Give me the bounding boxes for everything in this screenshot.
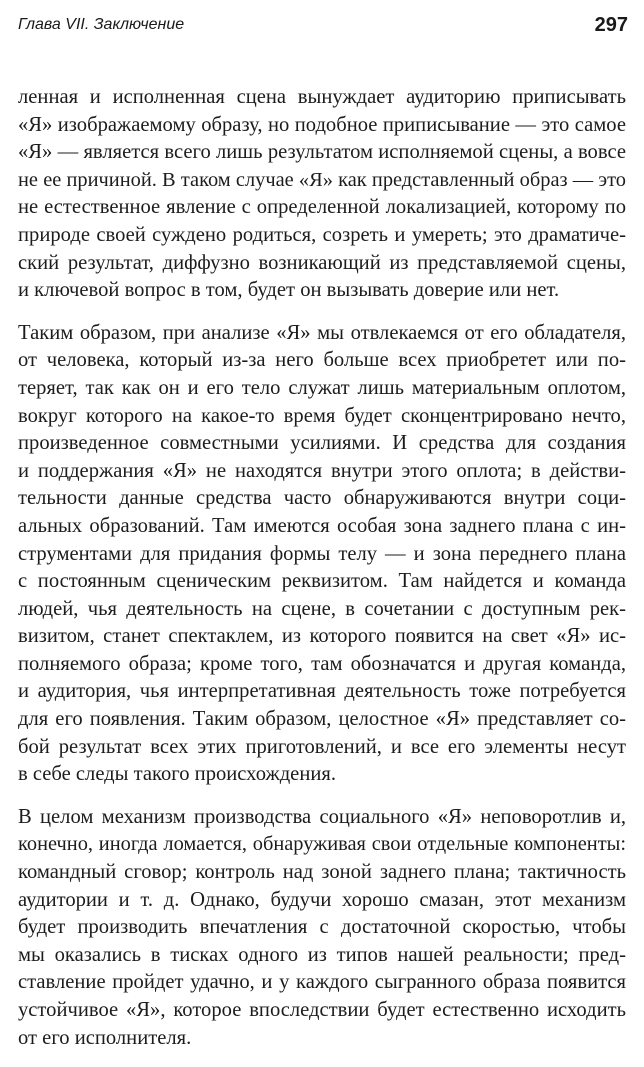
text-line: визитом, станет спектаклем, из которого появится на свет «Я» ис- bbox=[18, 625, 626, 648]
paragraph bbox=[18, 320, 626, 789]
chapter-title: Глава VII. Заключение bbox=[18, 16, 185, 33]
text-line: будет производить впечатления с достаточной скоростью, чтобы bbox=[18, 916, 626, 939]
text-line: и поддержания «Я» не находятся внутри этого оплота; в действи- bbox=[18, 459, 626, 482]
text-line: не естественное явление с определенной локализацией, которому по bbox=[18, 196, 626, 219]
text-line: и ключевой вопрос в том, будет он вызывать доверие или нет. bbox=[18, 279, 560, 302]
text-line: произведенное совместными усилиями. И средства для создания bbox=[18, 432, 626, 455]
text-line: командный сговор; контроль над зоной заднего плана; тактичность bbox=[18, 861, 626, 884]
text-line: «Я» — является всего лишь результатом исполняемой сцены, а вовсе bbox=[18, 141, 626, 164]
text-line: мы оказались в тисках одного из типов нашей реальности; пред- bbox=[18, 943, 626, 966]
text-line: с постоянным сценическим реквизитом. Там найдется и команда bbox=[18, 570, 626, 593]
text-line: В целом механизм производства социального «Я» неповоротлив и, bbox=[18, 805, 626, 828]
text-line: полняемого образа; кроме того, там обозначатся и другая команда, bbox=[18, 652, 626, 675]
text-line: конечно, иногда ломается, обнаруживая свои отдельные компоненты: bbox=[18, 833, 626, 856]
paragraph bbox=[18, 804, 626, 1052]
text-line: тельности данные средства часто обнаруживаются внутри соци- bbox=[18, 487, 626, 510]
text-line: не ее причиной. В таком случае «Я» как представленный образ — это bbox=[18, 168, 626, 191]
text-line: теряет, так как он и его тело служат лишь материальным оплотом, bbox=[18, 376, 626, 399]
text-line: и аудитория, чья интерпретативная деятельность тоже потребуется bbox=[18, 680, 626, 703]
text-line: струментами для придания формы телу — и зона переднего плана bbox=[18, 542, 626, 565]
body-text bbox=[18, 84, 626, 1067]
text-line: Таким образом, при анализе «Я» мы отвлекаемся от его обладателя, bbox=[18, 321, 626, 344]
text-line: альных образований. Там имеются особая зона заднего плана с ин- bbox=[18, 514, 626, 537]
text-line: бой результат всех этих приготовлений, и все его элементы несут bbox=[18, 735, 626, 758]
text-line: устойчивое «Я», которое впоследствии будет естественно исходить bbox=[18, 999, 626, 1021]
text-line: от его исполнителя. bbox=[18, 1026, 192, 1049]
running-head bbox=[18, 14, 628, 42]
text-line: вокруг которого на какое-то время будет сконцентрировано нечто, bbox=[18, 404, 626, 427]
text-line: природе своей суждено родиться, созреть и умереть; это драматиче- bbox=[18, 223, 626, 246]
text-line: ленная и исполненная сцена вынуждает аудиторию приписывать bbox=[18, 86, 626, 108]
text-line: ставление пройдет удачно, и у каждого сыгранного образа появится bbox=[18, 971, 626, 994]
text-line: аудитории и т. д. Однако, будучи хорошо смазан, этот механизм bbox=[18, 888, 626, 911]
text-line: для его появления. Таким образом, целостное «Я» представляет со- bbox=[18, 708, 626, 731]
paragraph bbox=[18, 84, 626, 305]
text-line: людей, чья деятельность на сцене, в сочетании с доступным рек- bbox=[18, 597, 626, 620]
page-number: 297 bbox=[594, 14, 628, 36]
text-line: ский результат, диффузно возникающий из представляемой сцены, bbox=[18, 251, 626, 274]
text-line: «Я» изображаемому образу, но подобное приписывание — это самое bbox=[18, 113, 626, 136]
text-line: от человека, который из-за него больше всех приобретет или по- bbox=[18, 349, 626, 372]
text-line: в себе следы такого происхождения. bbox=[18, 763, 336, 786]
